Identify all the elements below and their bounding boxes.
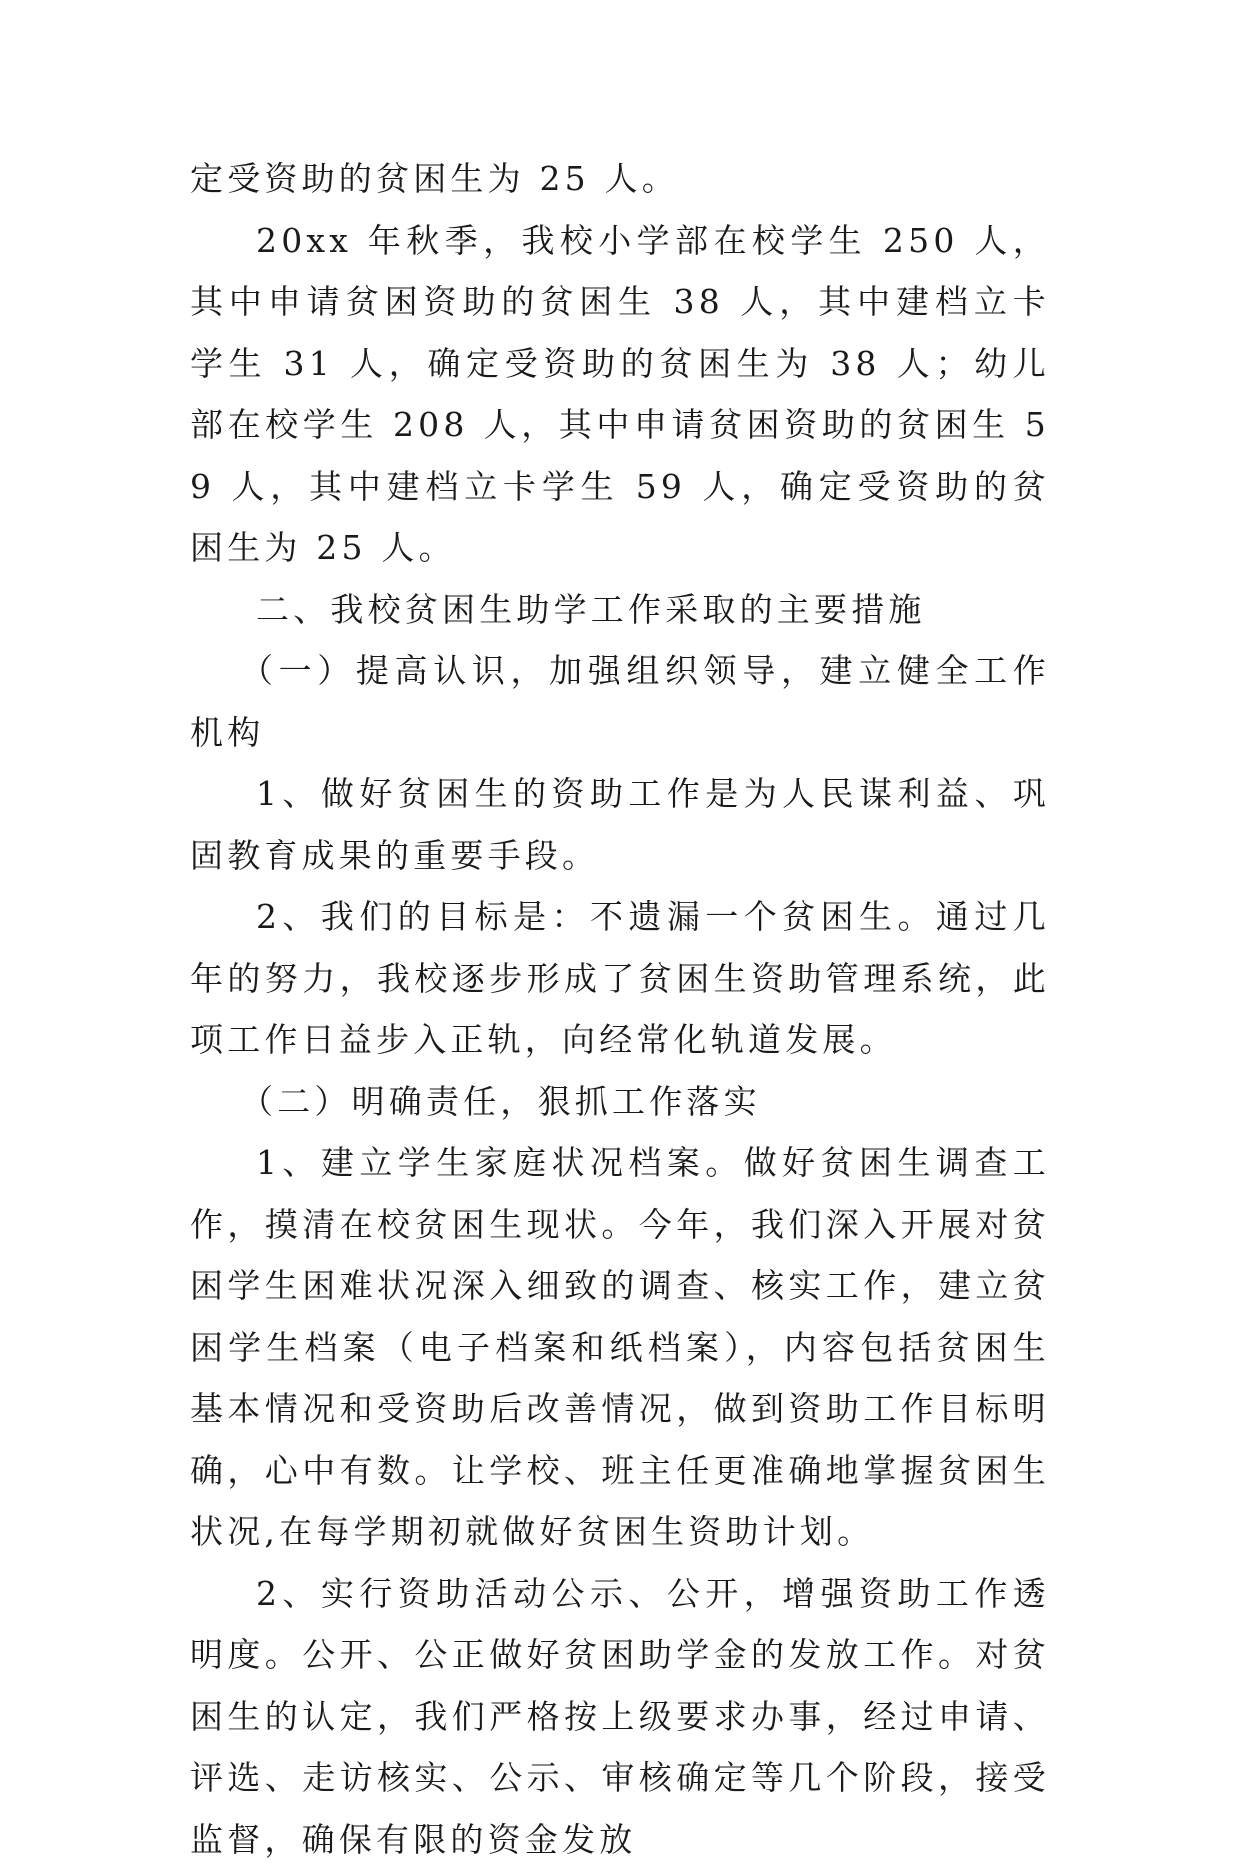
paragraph-family-archives: 1、建立学生家庭状况档案。做好贫困生调查工作，摸清在校贫困生现状。今年，我们深入开展对贫困学生困难状况深入细致的调查、核实工作，建立贫困学生档案（电子档案和纸档案），内容包括贫困生基本情况和受资助后改善情况，做到资助工作目标明确，心中有数。让学校、班主任更准确地掌握贫困生状况,在每学期初就做好贫困生资助计划。	[190, 1132, 1050, 1563]
paragraph-item-2: 2、我们的目标是：不遗漏一个贫困生。通过几年的努力，我校逐步形成了贫困生资助管理系统，此项工作日益步入正轨，向经常化轨道发展。	[190, 886, 1050, 1071]
subsection-heading-organization: （一）提高认识，加强组织领导，建立健全工作机构	[190, 640, 1050, 763]
section-heading-measures: 二、我校贫困生助学工作采取的主要措施	[190, 579, 1050, 641]
paragraph-continuation: 定受资助的贫困生为 25 人。	[190, 148, 1050, 210]
paragraph-item-1: 1、做好贫困生的资助工作是为人民谋利益、巩固教育成果的重要手段。	[190, 763, 1050, 886]
paragraph-enrollment-stats: 20xx 年秋季，我校小学部在校学生 250 人，其中申请贫困资助的贫困生 38 人，其中建档立卡学生 31 人，确定受资助的贫困生为 38 人；幼儿部在校学生 208 人，其中申请贫困资助的贫困生 59 人，其中建档立卡学生 59 人，确定受资助的贫困生为 25 人。	[190, 210, 1050, 579]
paragraph-public-disclosure: 2、实行资助活动公示、公开，增强资助工作透明度。公开、公正做好贫困助学金的发放工作。对贫困生的认定，我们严格按上级要求办事，经过申请、评选、走访核实、公示、审核确定等几个阶段，接受监督，确保有限的资金发放	[190, 1563, 1050, 1870]
subsection-heading-responsibility: （二）明确责任，狠抓工作落实	[190, 1071, 1050, 1133]
document-body	[190, 148, 1050, 1870]
